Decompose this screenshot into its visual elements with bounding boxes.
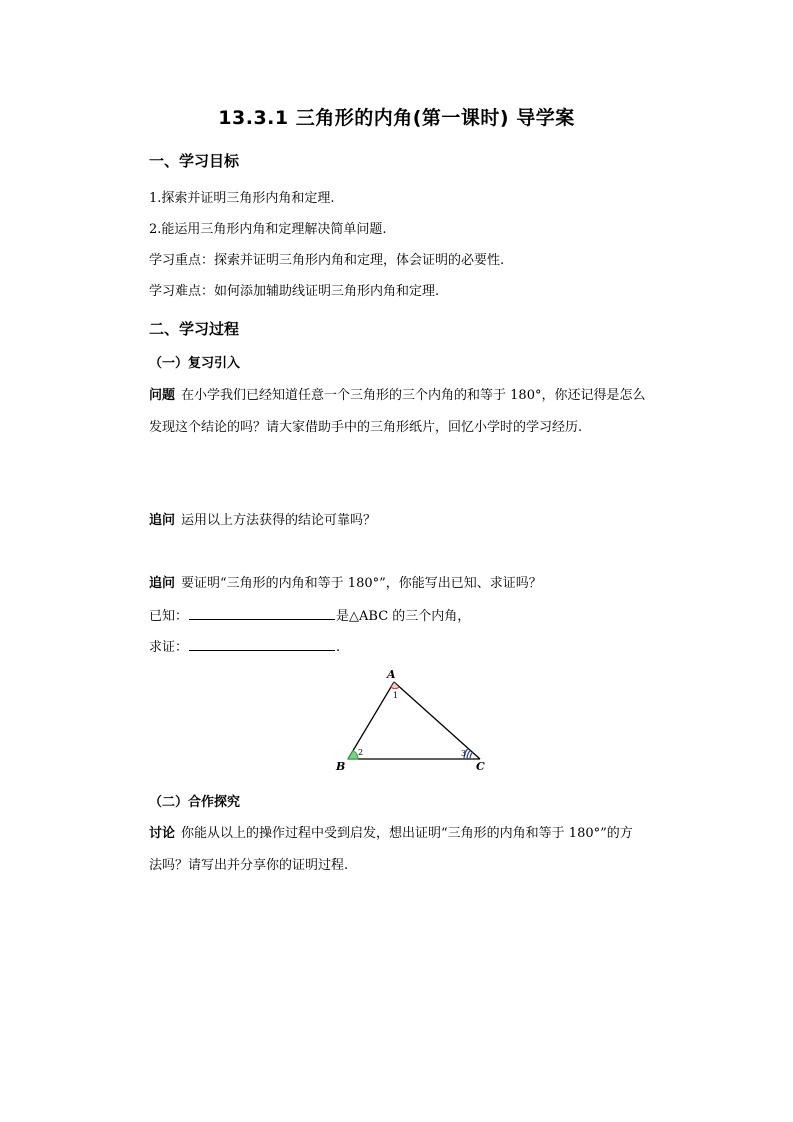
followup-1 — [149, 509, 376, 528]
subsection-heading-explore: （二）合作探究 — [149, 795, 241, 810]
known-blank[interactable] — [189, 607, 335, 620]
prove-suffix: . — [336, 640, 341, 655]
vertex-b-label: B — [336, 760, 346, 773]
triangle-figure — [330, 664, 500, 776]
followup-1-text: 运用以上方法获得的结论可靠吗？ — [181, 513, 377, 528]
prove-blank[interactable] — [189, 638, 335, 651]
discuss-label: 讨论 — [149, 826, 176, 841]
key-point: 学习重点：探索并证明三角形内角和定理，体会证明的必要性. — [149, 253, 505, 268]
angle-3-mark — [470, 752, 473, 759]
question-text-line1: 在小学我们已经知道任意一个三角形的三个内角的和等于 180°，你还记得是怎么 — [181, 388, 646, 403]
prove-label: 求证： — [149, 640, 189, 655]
question-label: 问题 — [149, 388, 176, 403]
section-heading-goals: 一、学习目标 — [149, 152, 240, 170]
followup-2 — [149, 572, 542, 591]
vertex-a-label: A — [387, 668, 396, 681]
known-line — [149, 605, 470, 624]
subsection-heading-review: （一）复习引入 — [149, 356, 241, 371]
discuss-paragraph — [149, 822, 633, 841]
angle-1-label: 1 — [393, 691, 399, 700]
followup-2-text: 要证明“三角形的内角和等于 180°”，你能写出已知、求证吗？ — [181, 576, 542, 591]
angle-3-label: 3 — [461, 749, 467, 758]
angle-2-mark — [348, 751, 358, 760]
prove-line — [149, 636, 340, 655]
discuss-text-line1: 你能从以上的操作过程中受到启发，想出证明“三角形的内角和等于 180°”的方 — [181, 826, 633, 841]
discuss-text-line2: 法吗？请写出并分享你的证明过程. — [149, 858, 349, 873]
side-ab — [348, 682, 394, 759]
page-title: 13.3.1 三角形的内角(第一课时) 导学案 — [218, 107, 575, 129]
section-heading-process: 二、学习过程 — [149, 320, 240, 338]
difficult-point: 学习难点：如何添加辅助线证明三角形内角和定理. — [149, 284, 440, 299]
question-paragraph — [149, 384, 645, 403]
goal-item-1: 1.探索并证明三角形内角和定理. — [149, 191, 335, 206]
vertex-c-label: C — [476, 760, 485, 773]
angle-2-label: 2 — [358, 748, 364, 757]
followup-2-label: 追问 — [149, 576, 176, 591]
question-text-line2: 发现这个结论的吗？请大家借助手中的三角形纸片，回忆小学时的学习经历. — [149, 420, 583, 435]
known-label: 已知： — [149, 609, 189, 624]
followup-1-label: 追问 — [149, 513, 176, 528]
goal-item-2: 2.能运用三角形内角和定理解决简单问题. — [149, 222, 387, 237]
known-suffix: 是△ABC 的三个内角， — [336, 609, 471, 624]
side-ac — [394, 682, 480, 759]
